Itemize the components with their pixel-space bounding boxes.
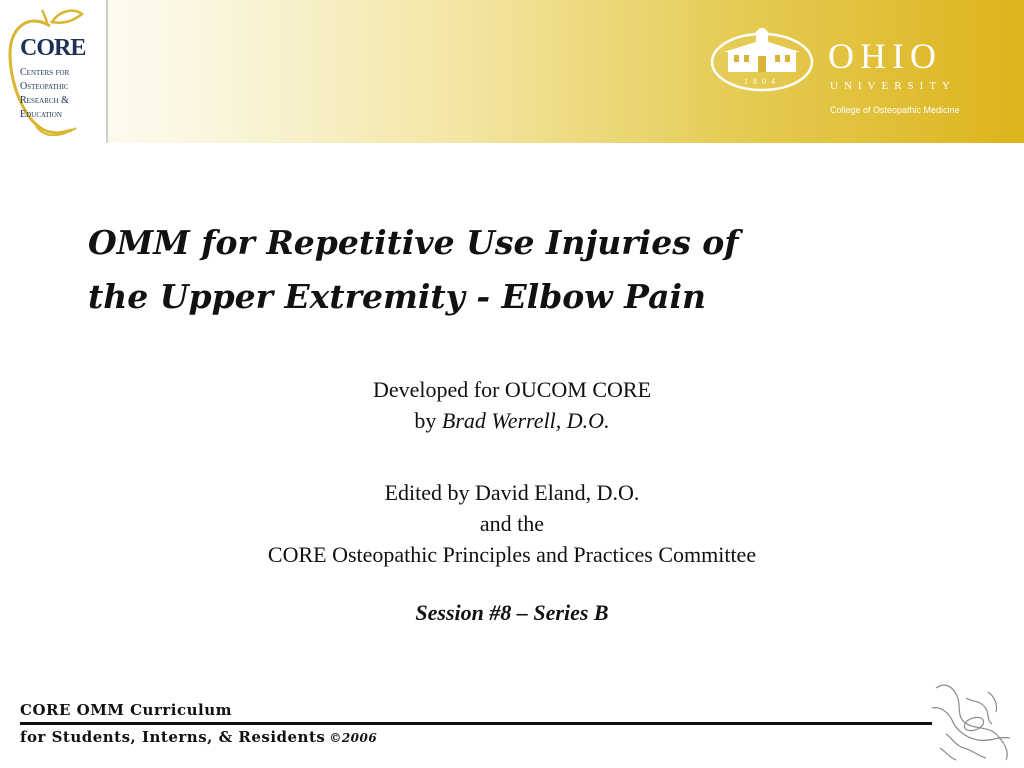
core-logo bbox=[0, 0, 108, 143]
footer-audience bbox=[20, 727, 377, 748]
anatomical-sketch-icon bbox=[926, 678, 1018, 764]
slide-title-line: the Upper Extremity - Elbow Pain bbox=[88, 277, 707, 316]
developed-credit bbox=[0, 374, 1024, 436]
developed-line: Developed for OUCOM CORE bbox=[372, 377, 652, 402]
edited-credit bbox=[0, 477, 1024, 570]
session-label: Session #8 – Series B bbox=[415, 600, 609, 625]
core-subtitle-line: Research & bbox=[20, 95, 69, 106]
core-subtitle bbox=[20, 66, 102, 122]
by-prefix: by bbox=[414, 408, 442, 433]
author-name: Brad Werrell, D.O. bbox=[441, 408, 610, 433]
copyright-text: ©2006 bbox=[329, 731, 378, 745]
core-wordmark: CORE bbox=[20, 35, 86, 61]
university-wordmark: UNIVERSITY bbox=[830, 80, 956, 92]
edited-line: CORE Osteopathic Principles and Practices Committee bbox=[267, 542, 757, 567]
core-subtitle-line: Education bbox=[20, 109, 62, 120]
slide-title bbox=[88, 216, 968, 324]
ohio-university-building-icon bbox=[710, 28, 814, 92]
emblem-year: 1804 bbox=[744, 77, 780, 86]
college-name: College of Osteopathic Medicine bbox=[830, 105, 960, 115]
ohio-wordmark: OHIO bbox=[828, 36, 942, 76]
author-line bbox=[0, 405, 1024, 436]
footer-curriculum: CORE OMM Curriculum bbox=[20, 701, 232, 719]
footer-divider bbox=[20, 722, 932, 725]
core-subtitle-line: Centers for bbox=[20, 67, 70, 78]
edited-line: and the bbox=[479, 511, 545, 536]
footer-audience-text: for Students, Interns, & Residents bbox=[20, 728, 326, 746]
slide-title-line: OMM for Repetitive Use Injuries of bbox=[88, 223, 739, 262]
core-subtitle-line: Osteopathic bbox=[20, 81, 69, 92]
edited-line: Edited by David Eland, D.O. bbox=[384, 480, 640, 505]
